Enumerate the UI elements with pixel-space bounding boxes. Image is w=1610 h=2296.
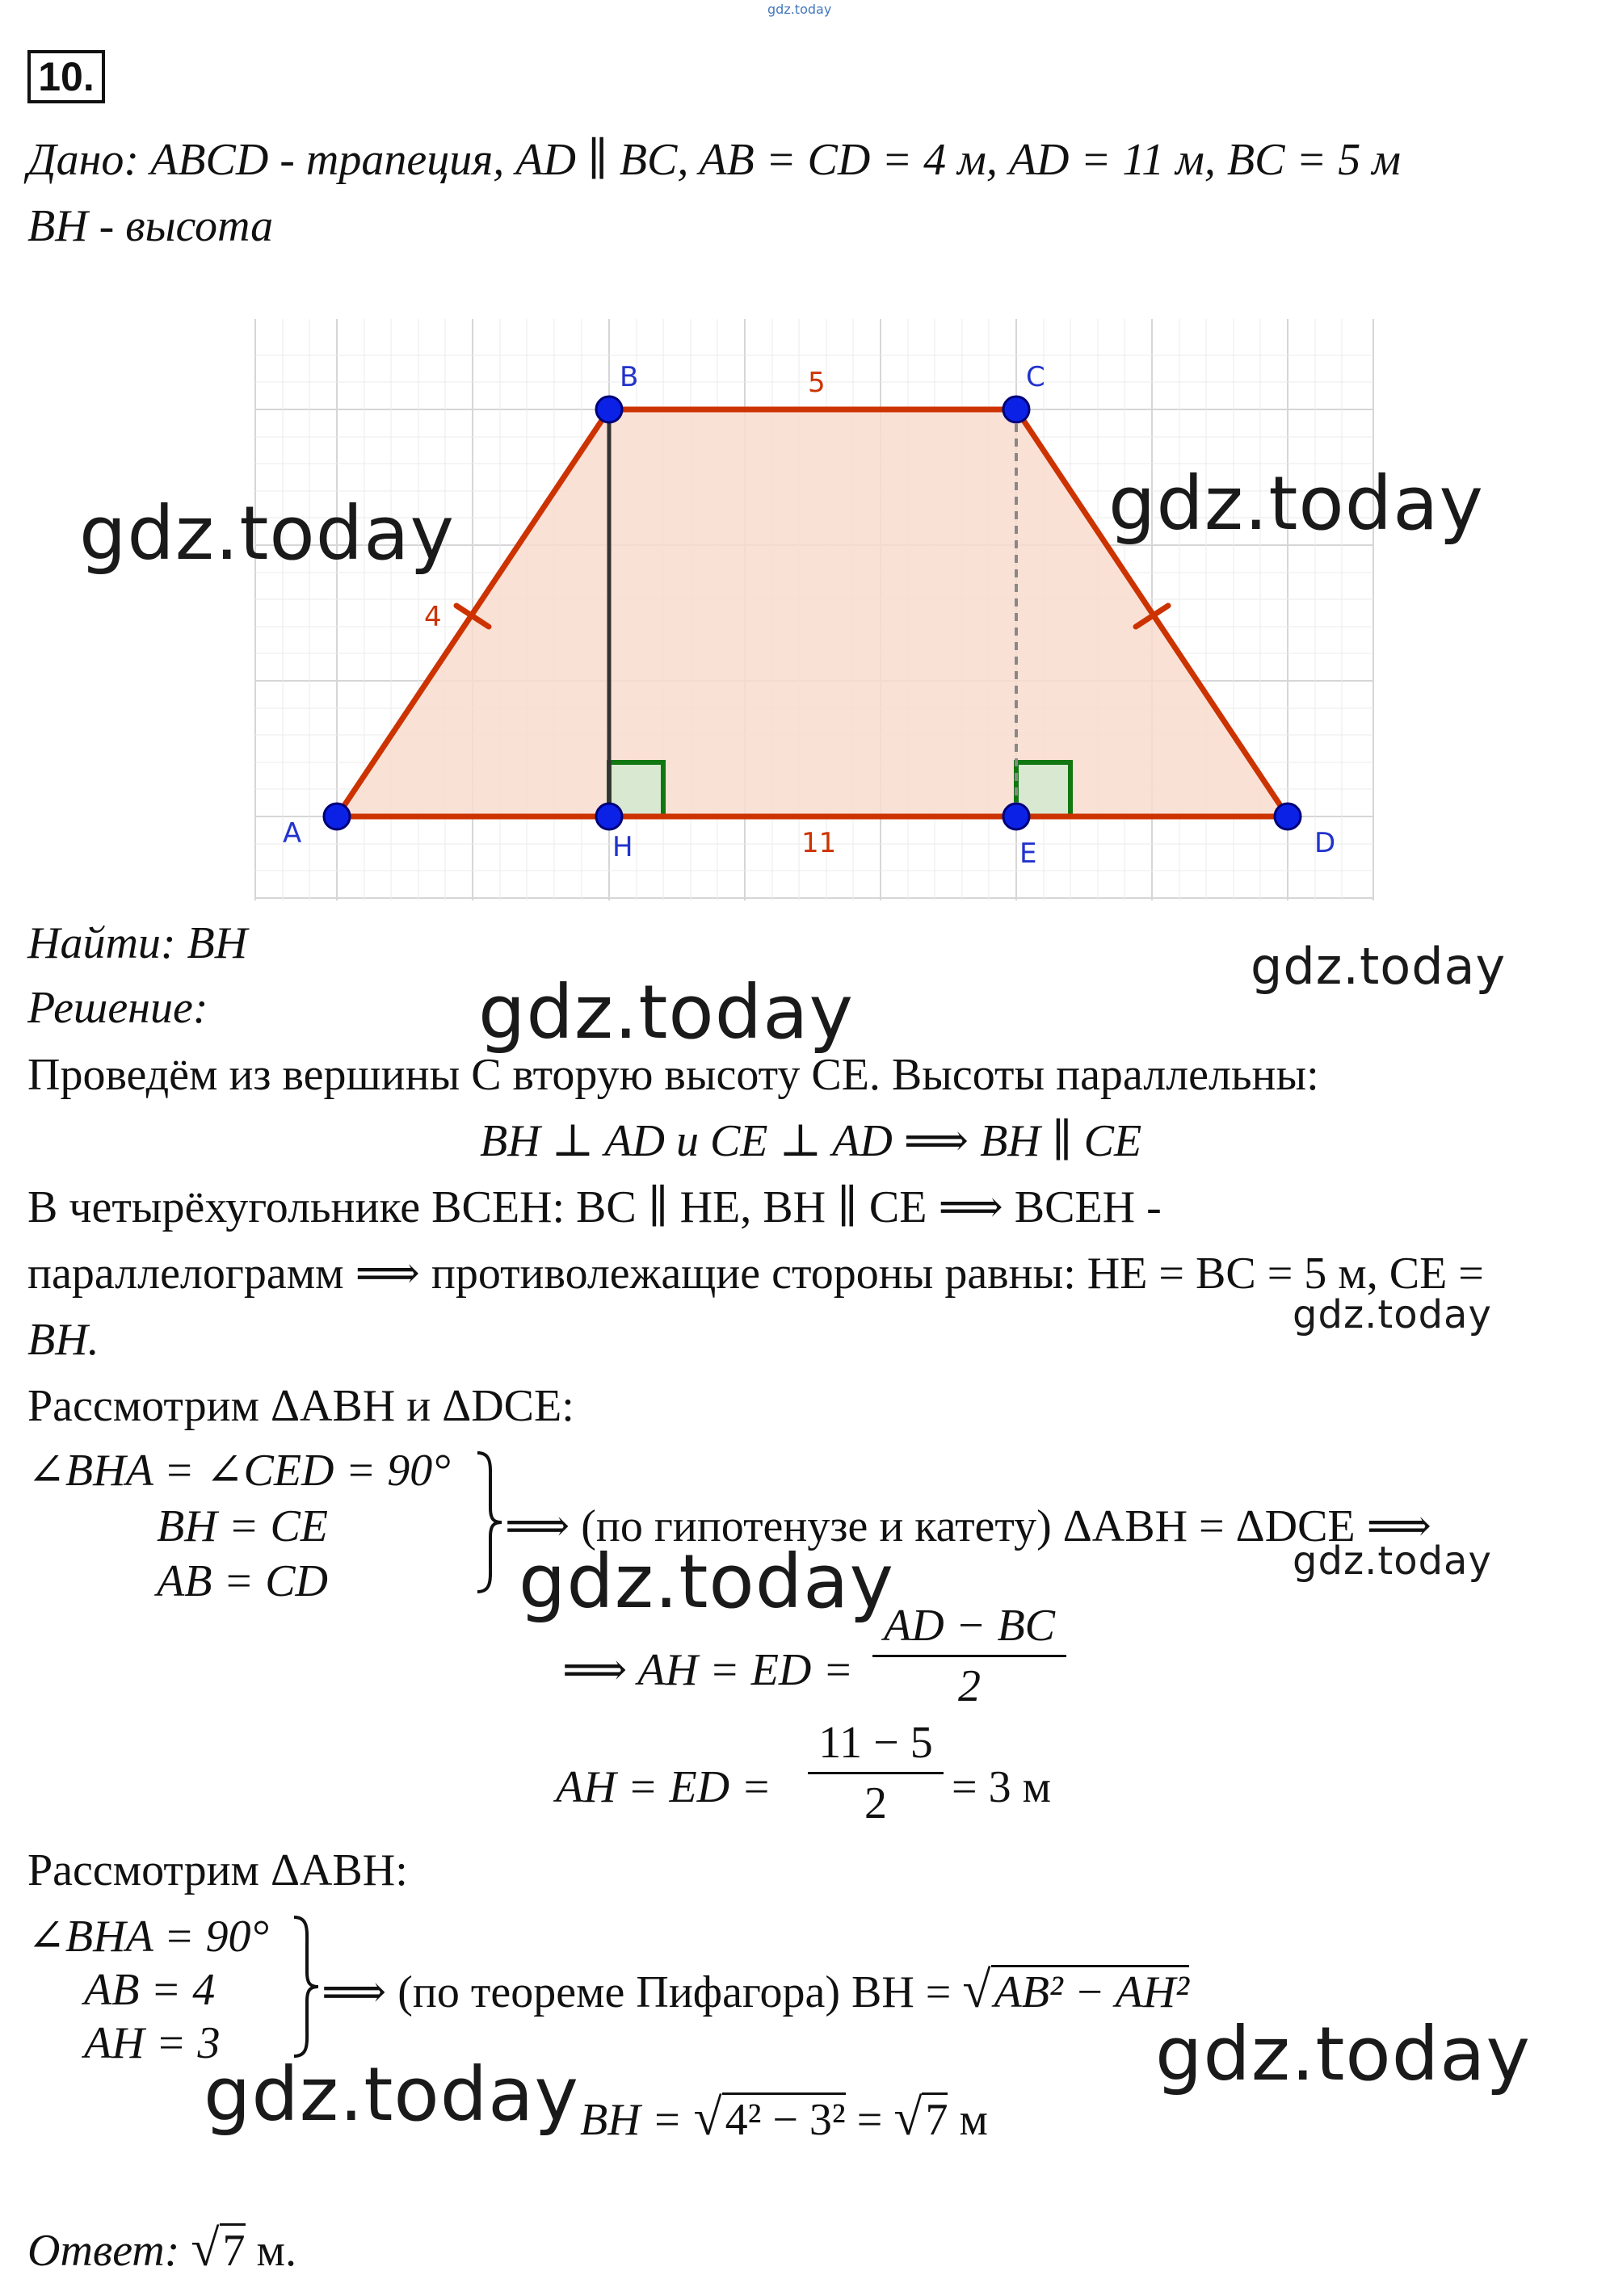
label-d: D bbox=[1314, 827, 1336, 859]
eq2-fraction bbox=[808, 1720, 944, 1826]
watermark: gdz.today bbox=[1293, 1292, 1492, 1337]
sys1-brace bbox=[473, 1450, 505, 1595]
eq1-denominator: 2 bbox=[958, 1661, 981, 1711]
label-e: E bbox=[1019, 837, 1037, 870]
eq3-root2: 7 bbox=[922, 2092, 948, 2145]
solution-p3: В четырёхугольнике BCEH: BC ∥ HE, BH ∥ CE ⟹ BCEH - bbox=[27, 1182, 1162, 1232]
answer-label: Ответ bbox=[27, 2226, 165, 2276]
length-ab: 4 bbox=[424, 601, 442, 633]
label-c: C bbox=[1026, 361, 1045, 393]
length-bc: 5 bbox=[808, 367, 826, 399]
solution-p1: Проведём из вершины C вторую высоту CE. Высоты параллельны: bbox=[27, 1050, 1319, 1100]
trapezoid-figure bbox=[250, 315, 1381, 909]
point-b bbox=[596, 397, 622, 422]
watermark: gdz.today bbox=[1293, 1538, 1492, 1584]
label-b: B bbox=[620, 361, 639, 393]
watermark: gdz.today bbox=[1251, 937, 1507, 996]
point-c bbox=[1003, 397, 1029, 422]
given-label: Дано bbox=[27, 135, 124, 185]
eq1-fraction bbox=[872, 1603, 1066, 1709]
watermark: gdz.today bbox=[1155, 2011, 1531, 2097]
solution-label: Решение bbox=[27, 983, 193, 1033]
point-d bbox=[1275, 804, 1301, 829]
sqrt-sign: √ bbox=[191, 2219, 220, 2277]
watermark: gdz.today bbox=[204, 2051, 579, 2138]
watermark: gdz.today bbox=[519, 1538, 894, 1625]
eq2-left: AH = ED = bbox=[556, 1762, 771, 1812]
given-text: : ABCD - трапеция, AD ∥ BC, AB = CD = 4 м, AD = 11 м, BC = 5 м bbox=[124, 135, 1401, 185]
solution-label-line: Решение: bbox=[27, 983, 208, 1033]
sys2-brace bbox=[289, 1914, 322, 2059]
find-line bbox=[27, 918, 248, 968]
sys1-line-b: BH = CE bbox=[157, 1501, 328, 1551]
sys1-line-a: ∠BHA = ∠CED = 90° bbox=[27, 1446, 451, 1496]
answer-root: 7 bbox=[220, 2223, 246, 2276]
length-ad: 11 bbox=[801, 827, 837, 859]
watermark: gdz.today bbox=[79, 490, 455, 577]
label-h: H bbox=[612, 831, 633, 863]
point-h bbox=[596, 804, 622, 829]
find-value: : BH bbox=[160, 918, 248, 968]
sys2-line-c: AH = 3 bbox=[84, 2018, 221, 2068]
sqrt-sign: √ bbox=[962, 1961, 991, 2018]
top-watermark: gdz.today bbox=[767, 2, 832, 17]
eq1-numerator: AD − BC bbox=[872, 1603, 1066, 1657]
solution-p5: BH. bbox=[27, 1315, 99, 1365]
eq2-right: = 3 м bbox=[952, 1762, 1052, 1812]
find-label: Найти bbox=[27, 918, 161, 968]
sys1-result: ⟹ (по гипотенузе и катету) ΔABH = ΔDCE ⟹ bbox=[505, 1501, 1431, 1551]
watermark: gdz.today bbox=[478, 969, 854, 1056]
eq2-denominator: 2 bbox=[864, 1778, 887, 1828]
answer-line: Ответ: √7 м. bbox=[27, 2219, 296, 2277]
task-number: 10. bbox=[27, 50, 105, 103]
solution-p2: BH ⊥ AD и CE ⊥ AD ⟹ BH ∥ CE bbox=[480, 1116, 1142, 1166]
sqrt-sign: √ bbox=[693, 2088, 722, 2146]
point-e bbox=[1003, 804, 1029, 829]
given-line-1 bbox=[27, 137, 1401, 183]
label-a: A bbox=[283, 817, 302, 850]
sys1-line-c: AB = CD bbox=[157, 1556, 328, 1606]
eq1-left: ⟹ AH = ED = bbox=[562, 1645, 854, 1695]
sqrt-sign: √ bbox=[893, 2088, 923, 2146]
solution-p4: параллелограмм ⟹ противолежащие стороны равны: HE = BC = 5 м, CE = bbox=[27, 1249, 1484, 1299]
point-a bbox=[324, 804, 350, 829]
sys2-root: AB² − AH² bbox=[991, 1965, 1189, 2017]
sys2-line-b: AB = 4 bbox=[84, 1965, 216, 2015]
sys2-result: ⟹ (по теореме Пифагора) BH = √AB² − AH² bbox=[322, 1961, 1189, 2018]
watermark: gdz.today bbox=[1108, 460, 1484, 547]
eq3: BH = √4² − 3² = √7 м bbox=[580, 2088, 988, 2146]
eq2-numerator: 11 − 5 bbox=[808, 1720, 944, 1774]
eq3-root: 4² − 3² bbox=[722, 2092, 846, 2145]
given-line-2: BH - высота bbox=[27, 201, 274, 251]
solution-p7: Рассмотрим ΔABH: bbox=[27, 1845, 408, 1895]
solution-p6: Рассмотрим ΔABH и ΔDCE: bbox=[27, 1381, 574, 1431]
sys2-line-a: ∠BHA = 90° bbox=[27, 1912, 269, 1962]
